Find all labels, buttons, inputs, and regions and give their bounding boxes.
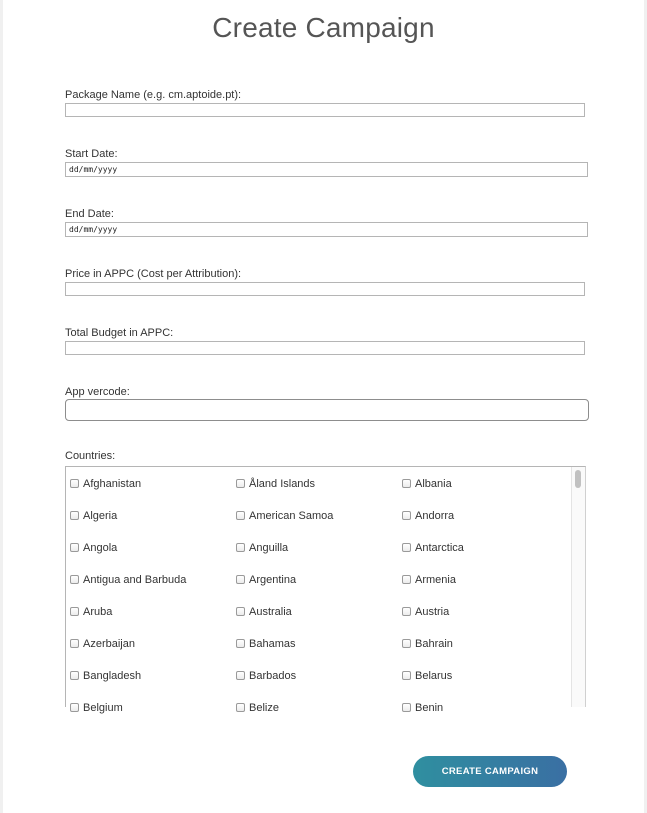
create-campaign-page <box>3 0 644 813</box>
country-checkbox[interactable] <box>236 575 245 584</box>
scrollbar-thumb[interactable] <box>575 470 581 488</box>
country-name: Algeria <box>83 510 118 522</box>
country-checkbox[interactable] <box>70 607 79 616</box>
vercode-label: App vercode: <box>65 386 130 398</box>
country-checkbox[interactable] <box>402 639 411 648</box>
country-name: Afghanistan <box>83 478 142 490</box>
country-name: Belize <box>249 702 279 714</box>
country-checkbox[interactable] <box>70 479 79 488</box>
country-name: Angola <box>83 542 118 554</box>
country-checkbox[interactable] <box>236 639 245 648</box>
create-campaign-button[interactable]: CREATE CAMPAIGN <box>413 756 567 787</box>
budget-label: Total Budget in APPC: <box>65 327 174 339</box>
country-name: Benin <box>415 702 444 714</box>
country-name: Anguilla <box>249 542 289 554</box>
country-name: Albania <box>415 478 452 490</box>
budget-input[interactable] <box>65 341 585 355</box>
country-name: Andorra <box>415 510 455 522</box>
country-name: American Samoa <box>249 510 334 522</box>
end-date-input[interactable]: dd/mm/yyyy <box>65 222 588 237</box>
country-checkbox[interactable] <box>402 543 411 552</box>
country-name: Belarus <box>415 670 453 682</box>
country-checkbox[interactable] <box>236 511 245 520</box>
country-name: Aruba <box>83 606 113 618</box>
country-name: Armenia <box>415 574 456 586</box>
country-checkbox[interactable] <box>402 671 411 680</box>
country-name: Bahamas <box>249 638 296 650</box>
country-name: Australia <box>249 606 292 618</box>
country-name: Antigua and Barbuda <box>83 574 187 586</box>
country-checkbox[interactable] <box>70 703 79 712</box>
country-checkbox[interactable] <box>236 607 245 616</box>
end-date-label: End Date: <box>65 208 114 220</box>
country-name: Argentina <box>249 574 297 586</box>
country-checkbox[interactable] <box>236 703 245 712</box>
start-date-label: Start Date: <box>65 148 118 160</box>
countries-label: Countries: <box>65 450 116 462</box>
countries-list[interactable] <box>65 466 586 714</box>
price-label: Price in APPC (Cost per Attribution): <box>65 268 242 280</box>
country-name: Bahrain <box>415 638 453 650</box>
package-name-label: Package Name (e.g. cm.aptoide.pt): <box>65 89 242 101</box>
country-name: Azerbaijan <box>83 638 135 650</box>
country-checkbox[interactable] <box>70 543 79 552</box>
package-name-input[interactable] <box>65 103 585 117</box>
country-checkbox[interactable] <box>402 575 411 584</box>
price-input[interactable] <box>65 282 585 296</box>
country-name: Barbados <box>249 670 297 682</box>
country-checkbox[interactable] <box>402 479 411 488</box>
vercode-input[interactable] <box>65 399 589 421</box>
start-date-input[interactable]: dd/mm/yyyy <box>65 162 588 177</box>
country-name: Antarctica <box>415 542 464 554</box>
countries-scrollbar[interactable] <box>571 467 585 707</box>
country-checkbox[interactable] <box>402 511 411 520</box>
country-checkbox[interactable] <box>70 511 79 520</box>
country-checkbox[interactable] <box>70 639 79 648</box>
country-checkbox[interactable] <box>236 543 245 552</box>
country-name: Åland Islands <box>249 478 316 490</box>
country-checkbox[interactable] <box>236 479 245 488</box>
country-checkbox[interactable] <box>236 671 245 680</box>
country-name: Bangladesh <box>83 670 142 682</box>
country-name: Belgium <box>83 702 123 714</box>
country-name: Austria <box>415 606 450 618</box>
page-title: Create Campaign <box>212 12 435 43</box>
country-checkbox[interactable] <box>402 607 411 616</box>
country-checkbox[interactable] <box>70 671 79 680</box>
country-checkbox[interactable] <box>402 703 411 712</box>
country-checkbox[interactable] <box>70 575 79 584</box>
